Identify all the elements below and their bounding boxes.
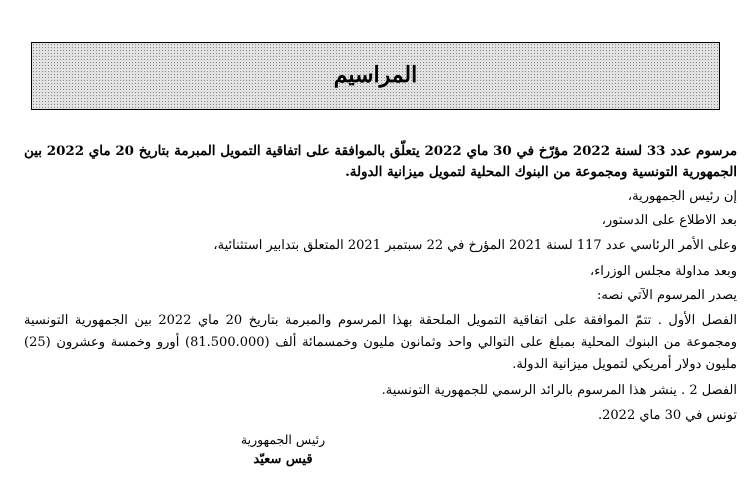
preamble-line-3: وعلى الأمر الرئاسي عدد 117 لسنة 2021 المؤرخ في 22 سبتمبر 2021 المتعلق بتدابير استثنائية،: [213, 238, 737, 253]
article-1-line-1: الفصل الأول . تتمّ الموافقة على اتفاقية التمويل الملحقة بهذا المرسوم والمبرمة بتاريخ 20 ماي 2022 بين الجمهورية التونسية: [24, 313, 737, 328]
decree-title-line-1: مرسوم عدد 33 لسنة 2022 مؤرّخ في 30 ماي 2022 يتعلّق بالموافقة على اتفاقية التمويل المبرمة بتاريخ 20 ماي 2022 بين: [24, 143, 738, 159]
article-1-line-2: ومجموعة من البنوك المحلية بمبلغ على التوالي واحد وثمانون مليون وخمسمائة ألف (81.500.000) أورو وخمسة وعشرون (25): [24, 335, 737, 350]
preamble-line-5: يصدر المرسوم الآتي نصه:: [596, 288, 737, 303]
article-1-line-3: مليون دولار أمريكي لتمويل ميزانية الدولة.: [512, 357, 737, 372]
preamble-line-1: إن رئيس الجمهورية،: [627, 189, 737, 204]
preamble-line-2: بعد الاطلاع على الدستور،: [601, 213, 737, 228]
section-title: المراسيم: [333, 62, 418, 88]
signature-name: قيس سعيّد: [253, 452, 313, 467]
article-2: الفصل 2 . ينشر هذا المرسوم بالرائد الرسمي للجمهورية التونسية.: [381, 383, 737, 398]
decree-title-line-2: الجمهورية التونسية ومجموعة من البنوك المحلية لتمويل ميزانية الدولة.: [345, 164, 737, 180]
preamble-line-4: وبعد مداولة مجلس الوزراء،: [590, 264, 737, 279]
place-date: تونس في 30 ماي 2022.: [598, 408, 737, 423]
signature-role: رئيس الجمهورية: [240, 432, 326, 447]
